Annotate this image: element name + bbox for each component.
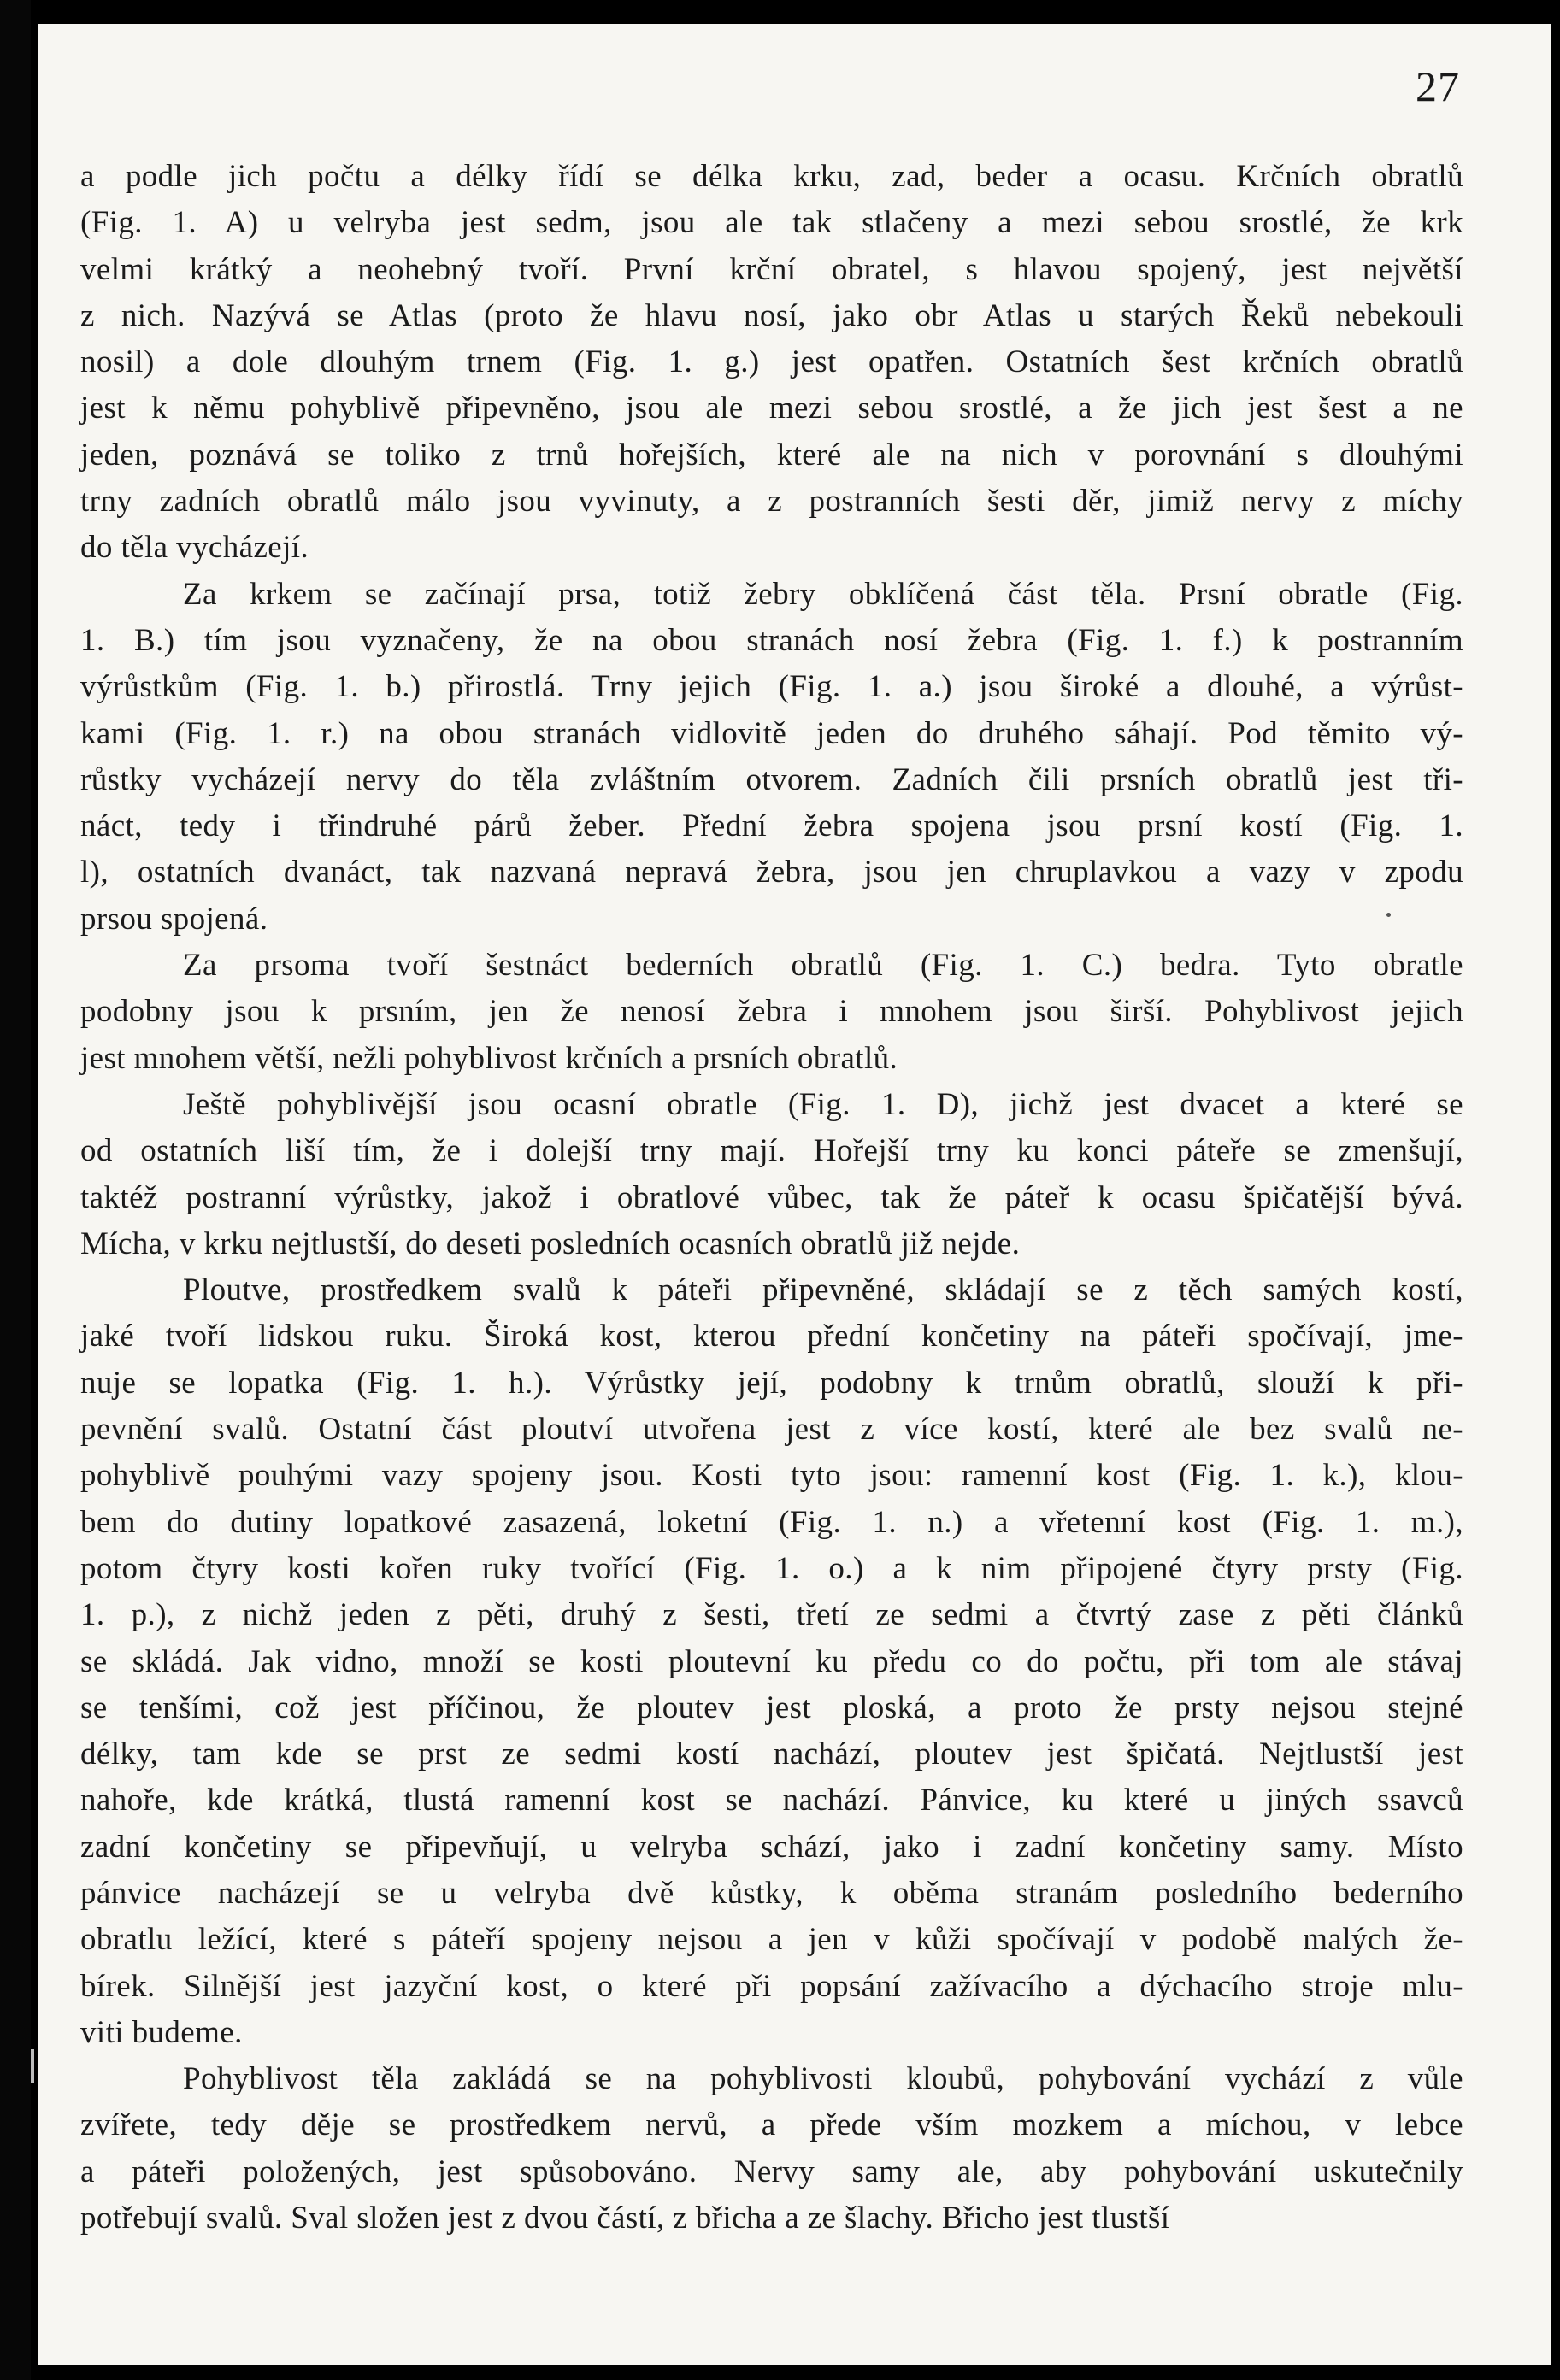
text-line: l), ostatních dvanáct, tak nazvaná nepravá žebra, jsou jen chruplavkou a vazy v zpodu xyxy=(80,855,1463,890)
text-line: se skládá. Jak vidno, množí se kosti ploutevní ku předu co do počtu, při tom ale stávaj xyxy=(80,1643,1463,1679)
paragraph xyxy=(80,1082,1463,1267)
text-line: růstky vycházejí nervy do těla zvláštním otvorem. Zadních čili prsních obratlů jest tři- xyxy=(80,761,1463,797)
text-line: velmi krátký a neohebný tvoří. První krční obratel, s hlavou spojený, jest největší xyxy=(80,251,1463,287)
text-line: nosil) a dole dlouhým trnem (Fig. 1. g.) jest opatřen. Ostatních šest krčních obratlů xyxy=(80,344,1463,380)
text-line: nahoře, kde krátká, tlustá ramenní kost se nachází. Pánvice, ku které u jiných ssavců xyxy=(80,1783,1463,1819)
book-page xyxy=(38,24,1551,2365)
text-line: kami (Fig. 1. r.) na obou stranách vidlovitě jeden do druhého sáhají. Pod těmito vý- xyxy=(80,715,1463,751)
text-line: potom čtyry kosti kořen ruky tvořící (Fig. 1. o.) a k nim připojené čtyry prsty (Fig. xyxy=(80,1550,1463,1586)
paragraph xyxy=(80,1267,1463,2056)
paragraph xyxy=(80,2056,1463,2242)
text-line: viti budeme. xyxy=(80,2014,243,2050)
text-line: jest mnohem větší, nežli pohyblivost krčních a prsních obratlů. xyxy=(80,1040,898,1076)
text-line: od ostatních liší tím, že i dolejší trny mají. Hořejší trny ku konci páteře se zmenšují, xyxy=(80,1133,1463,1169)
text-line: bem do dutiny lopatkové zasazená, loketní (Fig. 1. n.) a vřetenní kost (Fig. 1. m.), xyxy=(80,1504,1463,1540)
text-line: Za krkem se začínají prsa, totiž žebry obklíčená část těla. Prsní obratle (Fig. xyxy=(183,576,1463,612)
text-line: prsou spojená. xyxy=(80,901,268,937)
text-line: potřebují svalů. Sval složen jest z dvou částí, z břicha a ze šlachy. Břicho jest tlustší xyxy=(80,2201,1170,2236)
text-line: náct, tedy i třindruhé párů žeber. Přední žebra spojena jsou prsní kostí (Fig. 1. xyxy=(80,808,1463,844)
text-line: (Fig. 1. A) u velryba jest sedm, jsou ale tak stlačeny a mezi sebou srostlé, že krk xyxy=(80,205,1463,241)
text-line: Mícha, v krku nejtlustší, do deseti posledních ocasních obratlů již nejde. xyxy=(80,1225,1021,1261)
text-line: podobny jsou k prsním, jen že nenosí žebra i mnohem jsou širší. Pohyblivost jejich xyxy=(80,994,1463,1030)
text-line: Za prsoma tvoří šestnáct bederních obratlů (Fig. 1. C.) bedra. Tyto obratle xyxy=(183,948,1463,984)
text-line: jest k němu pohyblivě připevněno, jsou ale mezi sebou srostlé, a že jich jest šest a ne xyxy=(80,391,1463,426)
text-line: jaké tvoří lidskou ruku. Široká kost, kterou přední končetiny na páteři spočívají, jme- xyxy=(80,1319,1463,1355)
text-line: trny zadních obratlů málo jsou vyvinuty, a z postranních šesti děr, jimiž nervy z míchy xyxy=(80,484,1463,520)
text-line: jeden, poznává se toliko z trnů hořejších, které ale na nich v porovnání s dlouhými xyxy=(80,437,1463,473)
text-line: z nich. Nazývá se Atlas (proto že hlavu nosí, jako obr Atlas u starých Řeků nebekouli xyxy=(80,297,1463,333)
paragraph xyxy=(80,572,1463,943)
text-line: zvířete, tedy děje se prostředkem nervů, a přede vším mozkem a míchou, v lebce xyxy=(80,2107,1463,2143)
text-line: do těla vycházejí. xyxy=(80,530,309,566)
text-line: pevnění svalů. Ostatní část ploutví utvořena jest z více kostí, které ale bez svalů ne- xyxy=(80,1412,1463,1448)
text-line: se tenšími, což jest příčinou, že ploutev jest ploská, a proto že prsty nejsou stejné xyxy=(80,1690,1463,1725)
text-line: zadní končetiny se připevňují, u velryba schází, jako i zadní končetiny samy. Místo xyxy=(80,1829,1463,1865)
text-line: Ploutve, prostředkem svalů k páteři připevněné, skládají se z těch samých kostí, xyxy=(183,1272,1463,1308)
page-body-text xyxy=(80,154,1463,2242)
text-line: bírek. Silnější jest jazyční kost, o které při popsání zažívacího a dýchacího stroje mlu- xyxy=(80,1968,1463,2004)
text-line: délky, tam kde se prst ze sedmi kostí nachází, ploutev jest špičatá. Nejtlustší jest xyxy=(80,1737,1463,1772)
paragraph xyxy=(80,943,1463,1082)
text-line: obratlu ležící, které s páteří spojeny nejsou a jen v kůži spočívají v podobě malých že- xyxy=(80,1922,1463,1958)
text-line: výrůstkům (Fig. 1. b.) přirostlá. Trny jejich (Fig. 1. a.) jsou široké a dlouhé, a výrůst- xyxy=(80,669,1463,705)
paragraph xyxy=(80,154,1463,572)
text-line: 1. B.) tím jsou vyznačeny, že na obou stranách nosí žebra (Fig. 1. f.) k postranním xyxy=(80,622,1463,658)
print-speck xyxy=(1386,913,1391,917)
binding-mark xyxy=(31,2049,34,2083)
text-line: 1. p.), z nichž jeden z pěti, druhý z šesti, třetí ze sedmi a čtvrtý zase z pěti článků xyxy=(80,1597,1463,1633)
text-line: a podle jich počtu a délky řídí se délka krku, zad, beder a ocasu. Krčních obratlů xyxy=(80,159,1463,194)
text-line: Pohyblivost těla zakládá se na pohyblivosti kloubů, pohybování vychází z vůle xyxy=(183,2061,1463,2097)
text-line: a páteři položených, jest spůsobováno. Nervy samy ale, aby pohybování uskutečnily xyxy=(80,2154,1463,2189)
text-line: pánvice nacházejí se u velryba dvě kůstky, k oběma stranám posledního bederního xyxy=(80,1875,1463,1911)
text-line: nuje se lopatka (Fig. 1. h.). Výrůstky její, podobny k trnům obratlů, slouží k při- xyxy=(80,1365,1463,1401)
page-number: 27 xyxy=(1416,62,1460,110)
text-line: taktéž postranní výrůstky, jakož i obratlové vůbec, tak že páteř k ocasu špičatější bývá. xyxy=(80,1179,1463,1215)
book-spine-edge xyxy=(0,0,31,2380)
text-line: Ještě pohyblivější jsou ocasní obratle (Fig. 1. D), jichž jest dvacet a které se xyxy=(183,1086,1463,1122)
text-line: pohyblivě pouhými vazy spojeny jsou. Kosti tyto jsou: ramenní kost (Fig. 1. k.), klou- xyxy=(80,1458,1463,1494)
